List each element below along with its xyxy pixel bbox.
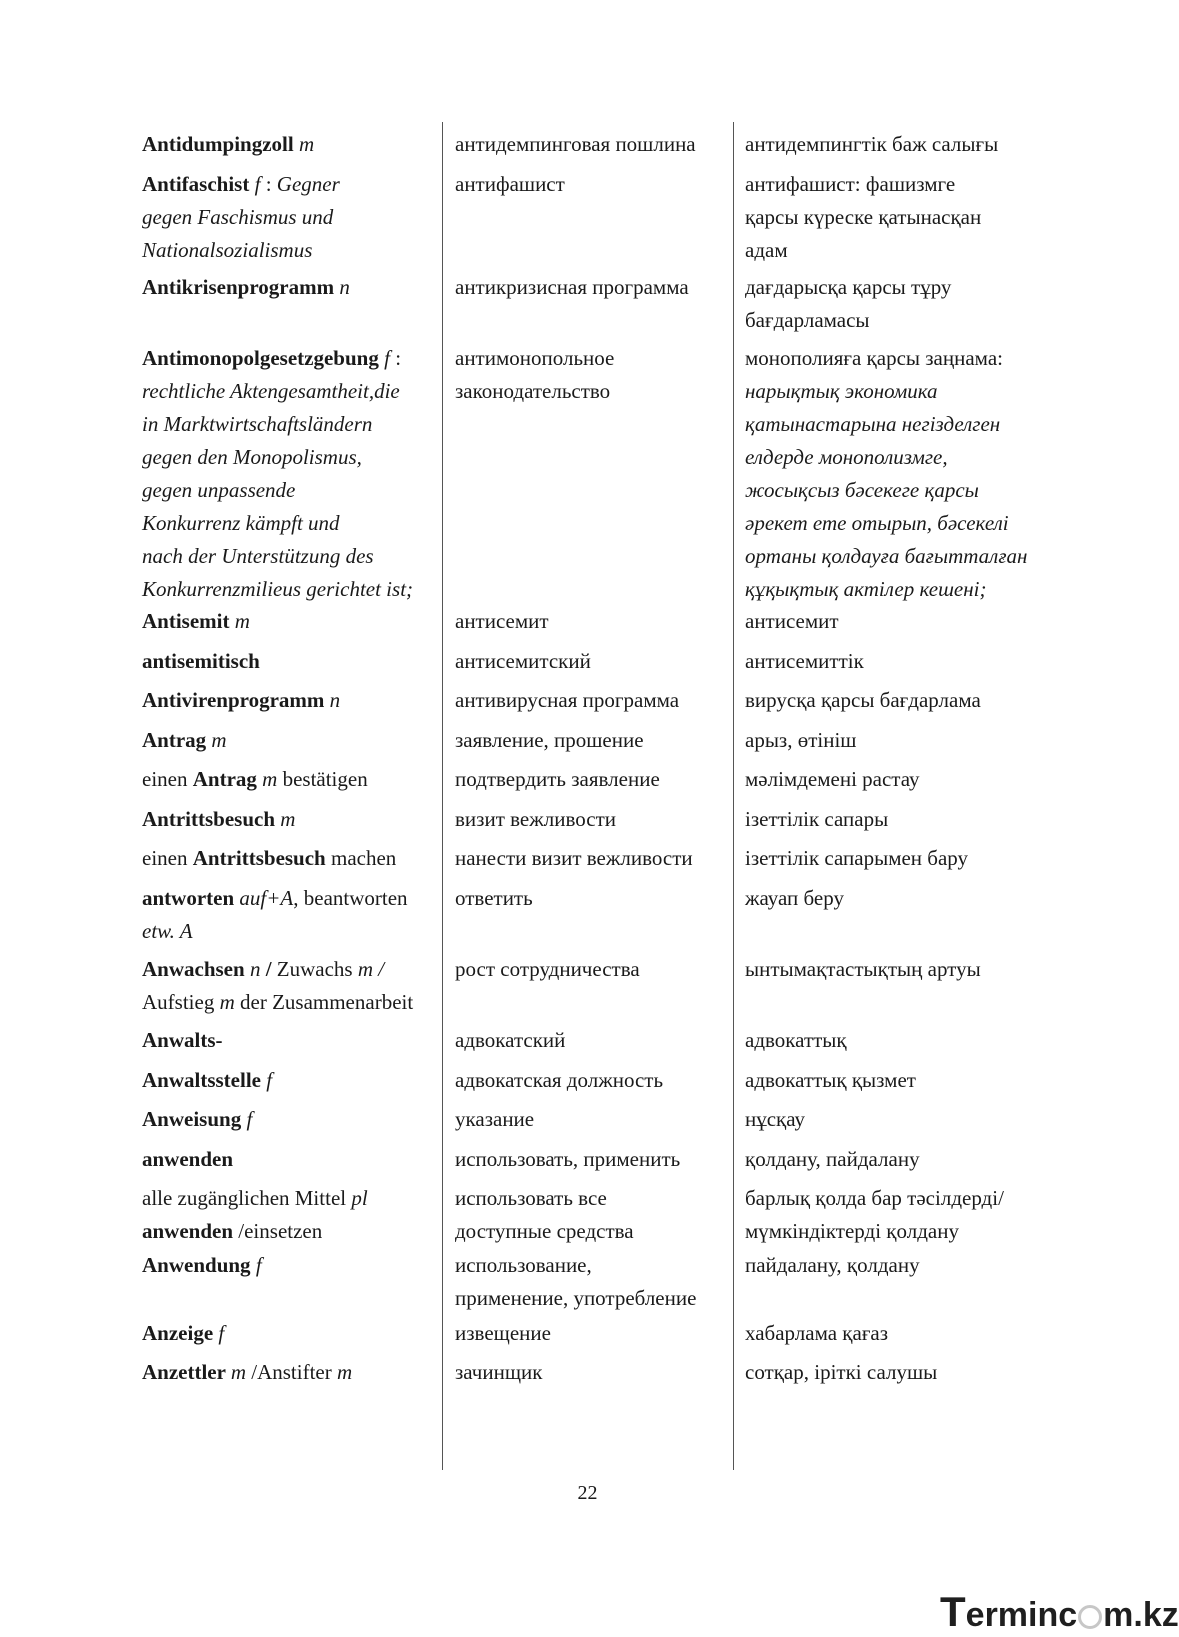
text-run: құқықтық актілер кешені; (745, 577, 987, 601)
text-run: әрекет ете отырып, бәсекелі (745, 511, 1009, 535)
text-run: Anwaltsstelle (142, 1068, 267, 1092)
kazakh-translation-line (745, 645, 1065, 678)
german-term (142, 605, 442, 638)
kazakh-translation-line (745, 375, 1065, 408)
german-term-line (142, 1182, 442, 1215)
text-run: Antisemit (142, 609, 235, 633)
text-run: Zuwachs (276, 957, 358, 981)
text-run: m (336, 1360, 353, 1384)
text-run: қатынастарына негізделген (745, 412, 1001, 436)
kazakh-translation (745, 803, 1065, 836)
german-term-line (142, 201, 442, 234)
german-term (142, 1182, 442, 1248)
kazakh-translation (745, 1143, 1065, 1176)
text-run: бағдарламасы (745, 308, 870, 332)
text-run: Antrag (192, 767, 263, 791)
text-run: einen (142, 767, 193, 791)
german-term-line (142, 763, 442, 796)
russian-translation (455, 645, 735, 678)
german-term-line (142, 507, 442, 540)
german-term-line (142, 441, 442, 474)
german-term-line (142, 168, 442, 201)
text-run: адам (745, 238, 788, 262)
text-run: f (218, 1321, 225, 1345)
termincom-logo (940, 1588, 1179, 1635)
kazakh-translation-line (745, 1024, 1065, 1057)
russian-translation-line: антисемитский (455, 649, 591, 673)
kazakh-translation-line (745, 605, 1065, 638)
russian-translation (455, 1249, 735, 1315)
german-term-line (142, 408, 442, 441)
russian-translation-line: зачинщик (455, 1360, 543, 1384)
logo-letter-t: T (940, 1588, 966, 1635)
russian-translation (455, 1103, 735, 1136)
german-term (142, 271, 442, 304)
german-term-line (142, 882, 442, 915)
text-run: m (219, 990, 235, 1014)
text-run: m / (357, 957, 385, 981)
kazakh-translation (745, 1249, 1065, 1282)
german-term-line (142, 842, 442, 875)
german-term-line (142, 1143, 442, 1176)
russian-translation-line: адвокатский (455, 1028, 566, 1052)
kazakh-translation-line (745, 304, 1065, 337)
russian-translation-line: заявление, прошение (455, 728, 644, 752)
text-run: нұсқау (745, 1107, 806, 1131)
russian-translation (455, 684, 735, 717)
text-run: f (254, 172, 261, 196)
german-term (142, 803, 442, 836)
kazakh-translation (745, 271, 1065, 337)
text-run: m (280, 807, 296, 831)
text-run: / (260, 957, 277, 981)
russian-translation (455, 1024, 735, 1057)
german-term (142, 645, 442, 678)
text-run: alle zugänglichen Mittel (142, 1186, 352, 1210)
kazakh-translation-line (745, 763, 1065, 796)
kazakh-translation-line (745, 882, 1065, 915)
kazakh-translation-line (745, 842, 1065, 875)
text-run: gegen Faschismus und (142, 205, 334, 229)
russian-translation-line: рост сотрудничества (455, 957, 640, 981)
text-run: вирусқа қарсы бағдарлама (745, 688, 981, 712)
text-run: /Anstifter (246, 1360, 337, 1384)
russian-translation-line: адвокатская должность (455, 1068, 664, 1092)
russian-translation (455, 1182, 735, 1248)
german-term-line (142, 234, 442, 267)
text-run: Gegner (276, 172, 340, 196)
german-term-line (142, 1215, 442, 1248)
russian-translation (455, 342, 735, 408)
russian-translation (455, 128, 735, 161)
german-term-line (142, 1249, 442, 1282)
german-term-line (142, 803, 442, 836)
german-term (142, 882, 442, 948)
russian-translation (455, 842, 735, 875)
kazakh-translation (745, 842, 1065, 875)
text-run: antisemitisch (142, 649, 260, 673)
german-term (142, 1356, 442, 1389)
text-run: auf+A (239, 886, 294, 910)
russian-translation-line: применение, употребление (455, 1286, 697, 1310)
text-run: антисемит (745, 609, 839, 633)
russian-translation-line: антивирусная программа (455, 688, 680, 712)
text-run: in Marktwirtschaftsländern (142, 412, 373, 436)
german-term (142, 1143, 442, 1176)
german-term-line (142, 1024, 442, 1057)
text-run: мәлімдемені растау (745, 767, 920, 791)
text-run: ынтымақтастықтың артуы (745, 957, 981, 981)
kazakh-translation-line (745, 408, 1065, 441)
text-run: қарсы күреске қатынасқан (745, 205, 982, 229)
kazakh-translation (745, 128, 1065, 161)
russian-translation-line: подтвердить заявление (455, 767, 660, 791)
german-term-line (142, 915, 442, 948)
russian-translation-line: извещение (455, 1321, 551, 1345)
kazakh-translation (745, 882, 1065, 915)
kazakh-translation (745, 168, 1065, 267)
german-term (142, 1317, 442, 1350)
kazakh-translation-line (745, 1249, 1065, 1282)
text-run: anwenden (142, 1147, 234, 1171)
text-run: хабарлама қағаз (745, 1321, 889, 1345)
text-run: m (262, 767, 278, 791)
column-divider-1 (442, 122, 443, 1470)
kazakh-translation-line (745, 474, 1065, 507)
russian-translation-line: антикризисная программа (455, 275, 689, 299)
kazakh-translation-line (745, 684, 1065, 717)
german-term-line (142, 605, 442, 638)
russian-translation-line: указание (455, 1107, 535, 1131)
text-run: адвокаттық (745, 1028, 847, 1052)
kazakh-translation-line (745, 441, 1065, 474)
kazakh-translation-line (745, 1356, 1065, 1389)
german-term-line (142, 645, 442, 678)
text-run: der Zusammenarbeit (234, 990, 414, 1014)
text-run: m (211, 728, 227, 752)
text-run: арыз, өтініш (745, 728, 857, 752)
german-term-line (142, 684, 442, 717)
german-term (142, 128, 442, 161)
kazakh-translation-line (745, 1182, 1065, 1215)
text-run: Antikrisenprogramm (142, 275, 340, 299)
russian-translation (455, 605, 735, 638)
text-run: жосықсыз бәсекеге қарсы (745, 478, 979, 502)
russian-translation-line: доступные средства (455, 1219, 634, 1243)
kazakh-translation-line (745, 234, 1065, 267)
text-run: сотқар, іріткі салушы (745, 1360, 938, 1384)
text-run: Anwalts- (142, 1028, 223, 1052)
russian-translation-line: использование, (455, 1253, 592, 1277)
text-run: rechtliche Aktengesamtheit,die (142, 379, 400, 403)
text-run: /einsetzen (233, 1219, 323, 1243)
russian-translation (455, 953, 735, 986)
text-run: antworten (142, 886, 240, 910)
text-run: machen (325, 846, 397, 870)
german-term-line (142, 540, 442, 573)
text-run: n (339, 275, 350, 299)
text-run: Antifaschist (142, 172, 255, 196)
german-term-line (142, 271, 442, 304)
russian-translation-line: использовать все (455, 1186, 607, 1210)
kazakh-translation-line (745, 573, 1065, 606)
text-run: ортаны қолдауға бағытталған (745, 544, 1028, 568)
text-run: f (266, 1068, 273, 1092)
russian-translation-line: антисемит (455, 609, 549, 633)
text-run: Anweisung (142, 1107, 247, 1131)
russian-translation-line: визит вежливости (455, 807, 616, 831)
kazakh-translation (745, 684, 1065, 717)
text-run: etw. A (142, 919, 193, 943)
kazakh-translation-line (745, 1103, 1065, 1136)
german-term-line (142, 953, 442, 986)
kazakh-translation (745, 1064, 1065, 1097)
kazakh-translation (745, 1024, 1065, 1057)
text-run: қолдану, пайдалану (745, 1147, 920, 1171)
text-run: gegen unpassende (142, 478, 296, 502)
russian-translation (455, 271, 735, 304)
kazakh-translation-line (745, 1317, 1065, 1350)
text-run: n (249, 957, 261, 981)
kazakh-translation-line (745, 1215, 1065, 1248)
german-term (142, 684, 442, 717)
german-term (142, 1024, 442, 1057)
russian-translation (455, 763, 735, 796)
german-term-line (142, 724, 442, 757)
text-run: Aufstieg (142, 990, 220, 1014)
russian-translation-line: антидемпинговая пошлина (455, 132, 696, 156)
russian-translation-line: ответить (455, 886, 533, 910)
russian-translation (455, 724, 735, 757)
russian-translation (455, 803, 735, 836)
text-run: Antrag (142, 728, 212, 752)
kazakh-translation-line (745, 201, 1065, 234)
page-number: 22 (577, 1482, 598, 1504)
text-run: f (246, 1107, 253, 1131)
text-run: Antivirenprogramm (142, 688, 330, 712)
text-run: Konkurrenz kämpft und (142, 511, 340, 535)
text-run: Konkurrenzmilieus gerichtet ist; (142, 577, 414, 601)
russian-translation (455, 882, 735, 915)
kazakh-translation-line (745, 724, 1065, 757)
russian-translation (455, 1317, 735, 1350)
kazakh-translation-line (745, 1143, 1065, 1176)
kazakh-translation (745, 1103, 1065, 1136)
text-run: , beantworten (293, 886, 408, 910)
german-term-line (142, 1317, 442, 1350)
text-run: : (260, 172, 277, 196)
russian-translation (455, 168, 735, 201)
kazakh-translation (745, 953, 1065, 986)
text-run: антисемиттік (745, 649, 864, 673)
russian-translation-line: антифашист (455, 172, 565, 196)
german-term (142, 842, 442, 875)
german-term-line (142, 342, 442, 375)
logo-text-mid: erminc (965, 1596, 1078, 1634)
german-term (142, 1249, 442, 1282)
kazakh-translation-line (745, 168, 1065, 201)
text-run: gegen den Monopolismus, (142, 445, 362, 469)
german-term-line (142, 573, 442, 606)
russian-translation (455, 1356, 735, 1389)
german-term-line (142, 1064, 442, 1097)
german-term (142, 1103, 442, 1136)
text-run: Antidumpingzoll (142, 132, 299, 156)
text-run: f (255, 1253, 262, 1277)
text-run: антифашист: фашизмге (745, 172, 956, 196)
text-run: мүмкіндіктерді қолдану (745, 1219, 959, 1243)
kazakh-translation (745, 1356, 1065, 1389)
kazakh-translation-line (745, 271, 1065, 304)
text-run: монополияға қарсы заңнама: (745, 346, 1003, 370)
german-term (142, 724, 442, 757)
german-term (142, 1064, 442, 1097)
german-term (142, 763, 442, 796)
text-run: bestätigen (277, 767, 368, 791)
text-run: дағдарысқа қарсы тұру (745, 275, 952, 299)
text-run: f (384, 346, 390, 370)
kazakh-translation-line (745, 803, 1065, 836)
kazakh-translation (745, 645, 1065, 678)
text-run: Nationalsozialismus (142, 238, 313, 262)
russian-translation-line: нанести визит вежливости (455, 846, 693, 870)
kazakh-translation-line (745, 507, 1065, 540)
text-run: антидемпингтік баж салығы (745, 132, 999, 156)
text-run: жауап беру (745, 886, 844, 910)
text-run: pl (351, 1186, 368, 1210)
russian-translation (455, 1143, 735, 1176)
text-run: пайдалану, қолдану (745, 1253, 920, 1277)
text-run: Antimonopolgesetzgebung (142, 346, 385, 370)
german-term-line (142, 128, 442, 161)
text-run: Anzeige (142, 1321, 219, 1345)
logo-text-end: m.kz (1103, 1596, 1179, 1634)
kazakh-translation-line (745, 1064, 1065, 1097)
text-run: einen (142, 846, 193, 870)
german-term (142, 168, 442, 267)
text-run: барлық қолда бар тәсілдерді/ (745, 1186, 1004, 1210)
text-run: ізеттілік сапары (745, 807, 889, 831)
kazakh-translation-line (745, 953, 1065, 986)
kazakh-translation (745, 605, 1065, 638)
russian-translation (455, 1064, 735, 1097)
german-term-line (142, 986, 442, 1019)
text-run: m (234, 609, 250, 633)
german-term-line (142, 1103, 442, 1136)
text-run: anwenden (142, 1219, 234, 1243)
text-run: елдерде монополизмге, (745, 445, 948, 469)
logo-magnifier-icon (1078, 1605, 1102, 1629)
text-run: n (329, 688, 341, 712)
text-run: ізеттілік сапарымен бару (745, 846, 969, 870)
kazakh-translation-line (745, 128, 1065, 161)
russian-translation-line: антимонопольное (455, 346, 615, 370)
text-run: Antrittsbesuch (192, 846, 326, 870)
german-term-line (142, 1356, 442, 1389)
kazakh-translation (745, 1317, 1065, 1350)
german-term (142, 342, 442, 606)
text-run: nach der Unterstützung des (142, 544, 374, 568)
text-run: Anzettler (142, 1360, 231, 1384)
text-run: m (298, 132, 315, 156)
kazakh-translation-line (745, 342, 1065, 375)
kazakh-translation (745, 1182, 1065, 1248)
russian-translation-line: законодательство (455, 379, 611, 403)
text-run: m (230, 1360, 246, 1384)
kazakh-translation (745, 342, 1065, 606)
kazakh-translation-line (745, 540, 1065, 573)
german-term (142, 953, 442, 1019)
german-term-line (142, 474, 442, 507)
text-run: Anwachsen (142, 957, 250, 981)
kazakh-translation (745, 724, 1065, 757)
text-run: : (389, 346, 402, 370)
text-run: нарықтық экономика (745, 379, 938, 403)
russian-translation-line: использовать, применить (455, 1147, 681, 1171)
text-run: адвокаттық қызмет (745, 1068, 916, 1092)
text-run: Antrittsbesuch (142, 807, 281, 831)
text-run: Anwendung (142, 1253, 256, 1277)
kazakh-translation (745, 763, 1065, 796)
german-term-line (142, 375, 442, 408)
